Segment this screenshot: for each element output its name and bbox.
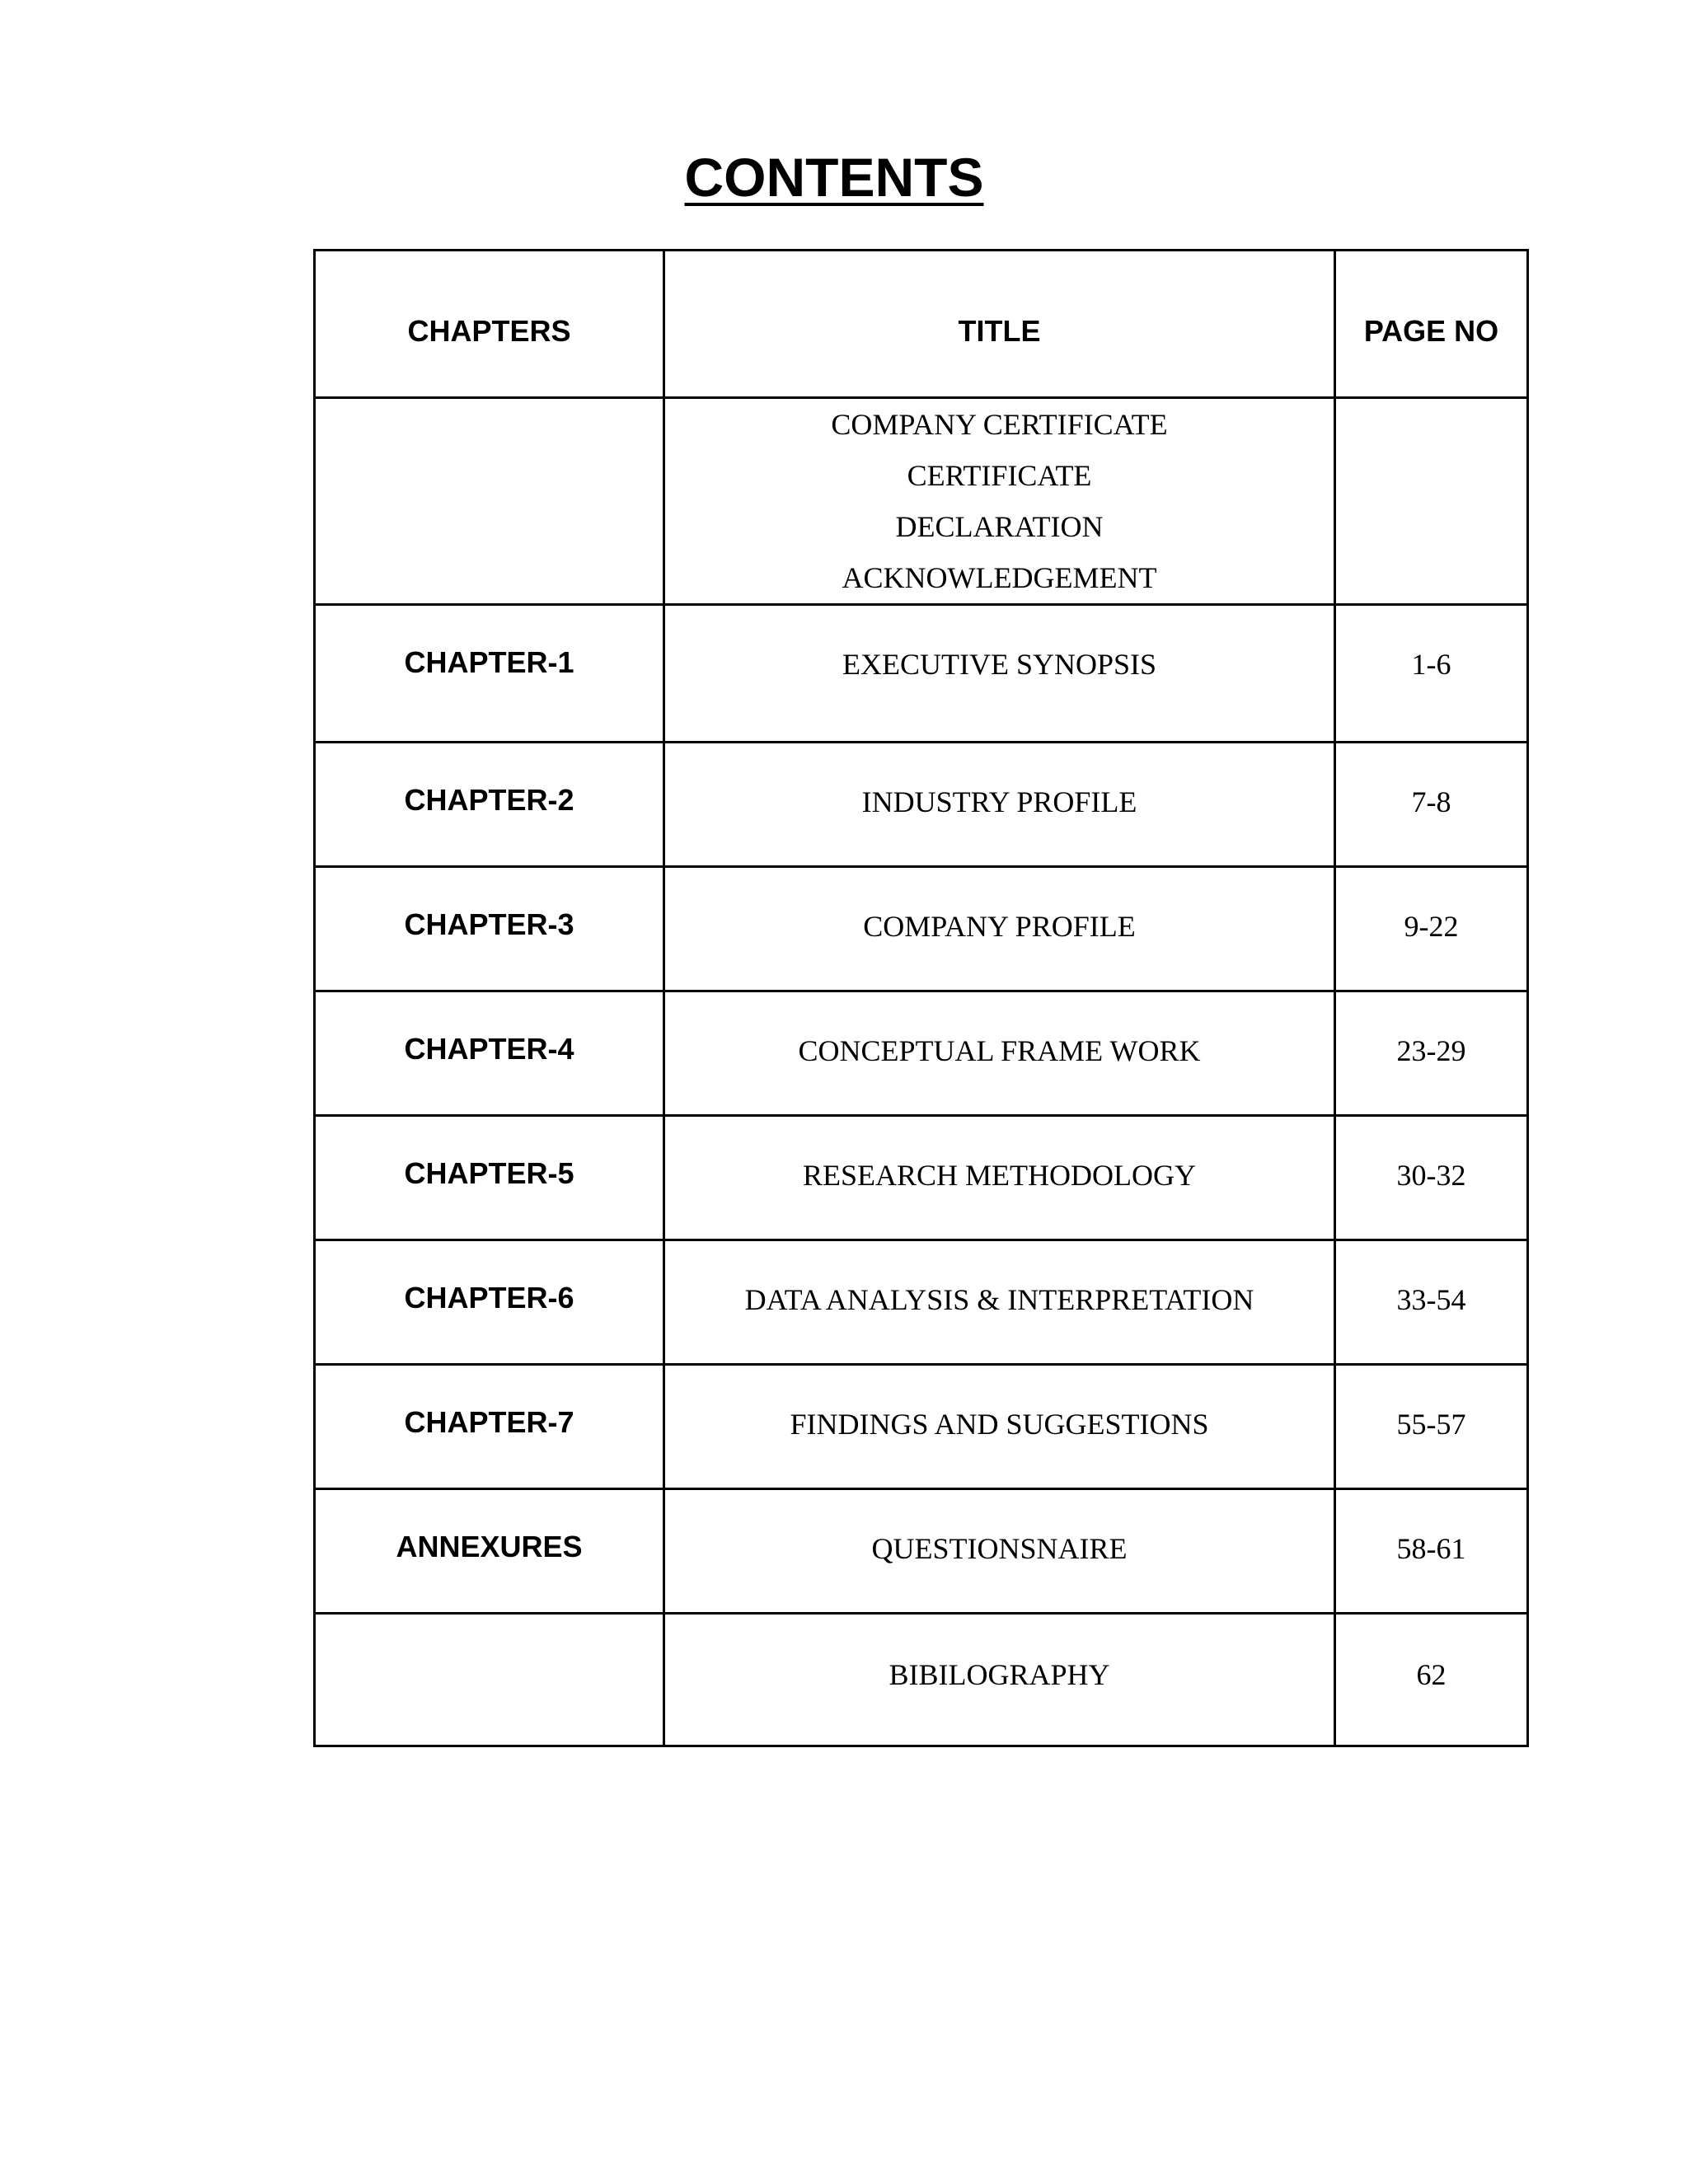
chapter-title: BIBILOGRAPHY <box>889 1658 1110 1691</box>
chapter-pages: 33-54 <box>1396 1283 1466 1316</box>
table-row <box>315 1240 1528 1365</box>
chapter-pages: 58-61 <box>1396 1532 1466 1565</box>
chapter-title: RESEARCH METHODOLOGY <box>803 1159 1196 1192</box>
table-row <box>315 1614 1528 1746</box>
chapter-label: CHAPTER-6 <box>404 1281 574 1315</box>
chapter-title: EXECUTIVE SYNOPSIS <box>842 648 1157 681</box>
table-row <box>315 1116 1528 1240</box>
chapter-title: CONCEPTUAL FRAME WORK <box>798 1034 1201 1067</box>
chapter-pages: 23-29 <box>1396 1034 1466 1067</box>
contents-table <box>313 249 1529 1747</box>
chapter-pages: 1-6 <box>1411 648 1451 681</box>
front-matter-row <box>315 398 1528 605</box>
chapter-title: INDUSTRY PROFILE <box>861 785 1137 818</box>
chapter-pages: 30-32 <box>1396 1159 1466 1192</box>
table-row <box>315 991 1528 1116</box>
chapter-pages: 62 <box>1416 1658 1447 1691</box>
table-header-row <box>315 251 1528 398</box>
chapter-label: CHAPTER-7 <box>404 1405 574 1439</box>
table-row <box>315 1489 1528 1614</box>
chapter-pages: 7-8 <box>1411 785 1451 818</box>
chapter-title: DATA ANALYSIS & INTERPRETATION <box>744 1283 1254 1316</box>
table-row <box>315 1365 1528 1489</box>
table-row <box>315 743 1528 867</box>
chapter-label: CHAPTER-3 <box>404 907 574 941</box>
chapter-title: FINDINGS AND SUGGESTIONS <box>790 1408 1209 1441</box>
front-matter-item: DECLARATION <box>895 510 1104 543</box>
front-matter-page-cell <box>1335 398 1528 605</box>
front-matter-list <box>665 399 1334 603</box>
page-title: CONTENTS <box>684 147 984 208</box>
header-page-no: PAGE NO <box>1335 251 1528 398</box>
front-matter-titles-cell <box>664 398 1335 605</box>
front-matter-item: COMPANY CERTIFICATE <box>831 408 1168 441</box>
front-matter-item: CERTIFICATE <box>907 459 1092 492</box>
chapter-title: COMPANY PROFILE <box>863 910 1136 943</box>
chapter-label: CHAPTER-2 <box>404 783 574 817</box>
chapter-title: QUESTIONSNAIRE <box>871 1532 1128 1565</box>
chapter-label: CHAPTER-4 <box>404 1032 574 1066</box>
table-row <box>315 605 1528 743</box>
table-row <box>315 867 1528 991</box>
chapter-pages: 9-22 <box>1404 910 1459 943</box>
chapter-label: CHAPTER-1 <box>404 645 574 679</box>
chapter-label: ANNEXURES <box>396 1530 583 1563</box>
chapter-label <box>316 1615 663 1657</box>
chapter-label: CHAPTER-5 <box>404 1156 574 1190</box>
chapter-pages: 55-57 <box>1396 1408 1466 1441</box>
header-title: TITLE <box>664 251 1335 398</box>
header-chapters: CHAPTERS <box>315 251 664 398</box>
front-matter-item: ACKNOWLEDGEMENT <box>842 561 1157 594</box>
front-matter-chapter-cell <box>315 398 664 605</box>
